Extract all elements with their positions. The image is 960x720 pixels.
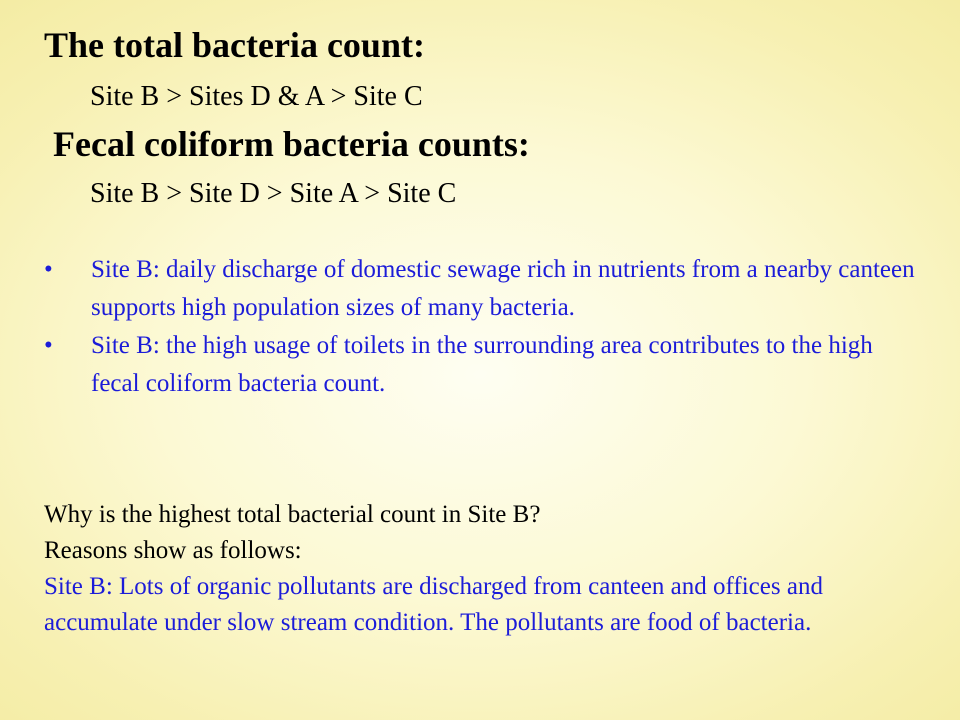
bullet-text: Site B: daily discharge of domestic sewage rich in nutrients from a nearby canteen supports high population sizes of many bacteria. bbox=[91, 256, 915, 321]
bullet-dot-icon: • bbox=[44, 256, 53, 283]
total-count-ranking: Site B > Sites D & A > Site C bbox=[90, 81, 423, 112]
explanation-bullet-list bbox=[44, 251, 924, 403]
bullet-text: Site B: the high usage of toilets in the surrounding area contributes to the high fecal coliform bacteria count. bbox=[91, 332, 873, 397]
answer-text: Site B: Lots of organic pollutants are discharged from canteen and offices and accumulate under slow stream condition. The pollutants are food of bacteria. bbox=[44, 573, 823, 636]
bullet-item bbox=[44, 251, 924, 327]
reasons-intro-text: Reasons show as follows: bbox=[44, 537, 302, 564]
question-answer-block bbox=[44, 497, 924, 641]
heading-total-bacteria-count: The total bacteria count: bbox=[44, 25, 425, 65]
question-text: Why is the highest total bacterial count in Site B? bbox=[44, 501, 541, 528]
fecal-count-ranking: Site B > Site D > Site A > Site C bbox=[90, 178, 457, 209]
bullet-item bbox=[44, 327, 924, 403]
heading-fecal-coliform-counts: Fecal coliform bacteria counts: bbox=[53, 124, 530, 164]
bullet-dot-icon: • bbox=[44, 332, 53, 359]
